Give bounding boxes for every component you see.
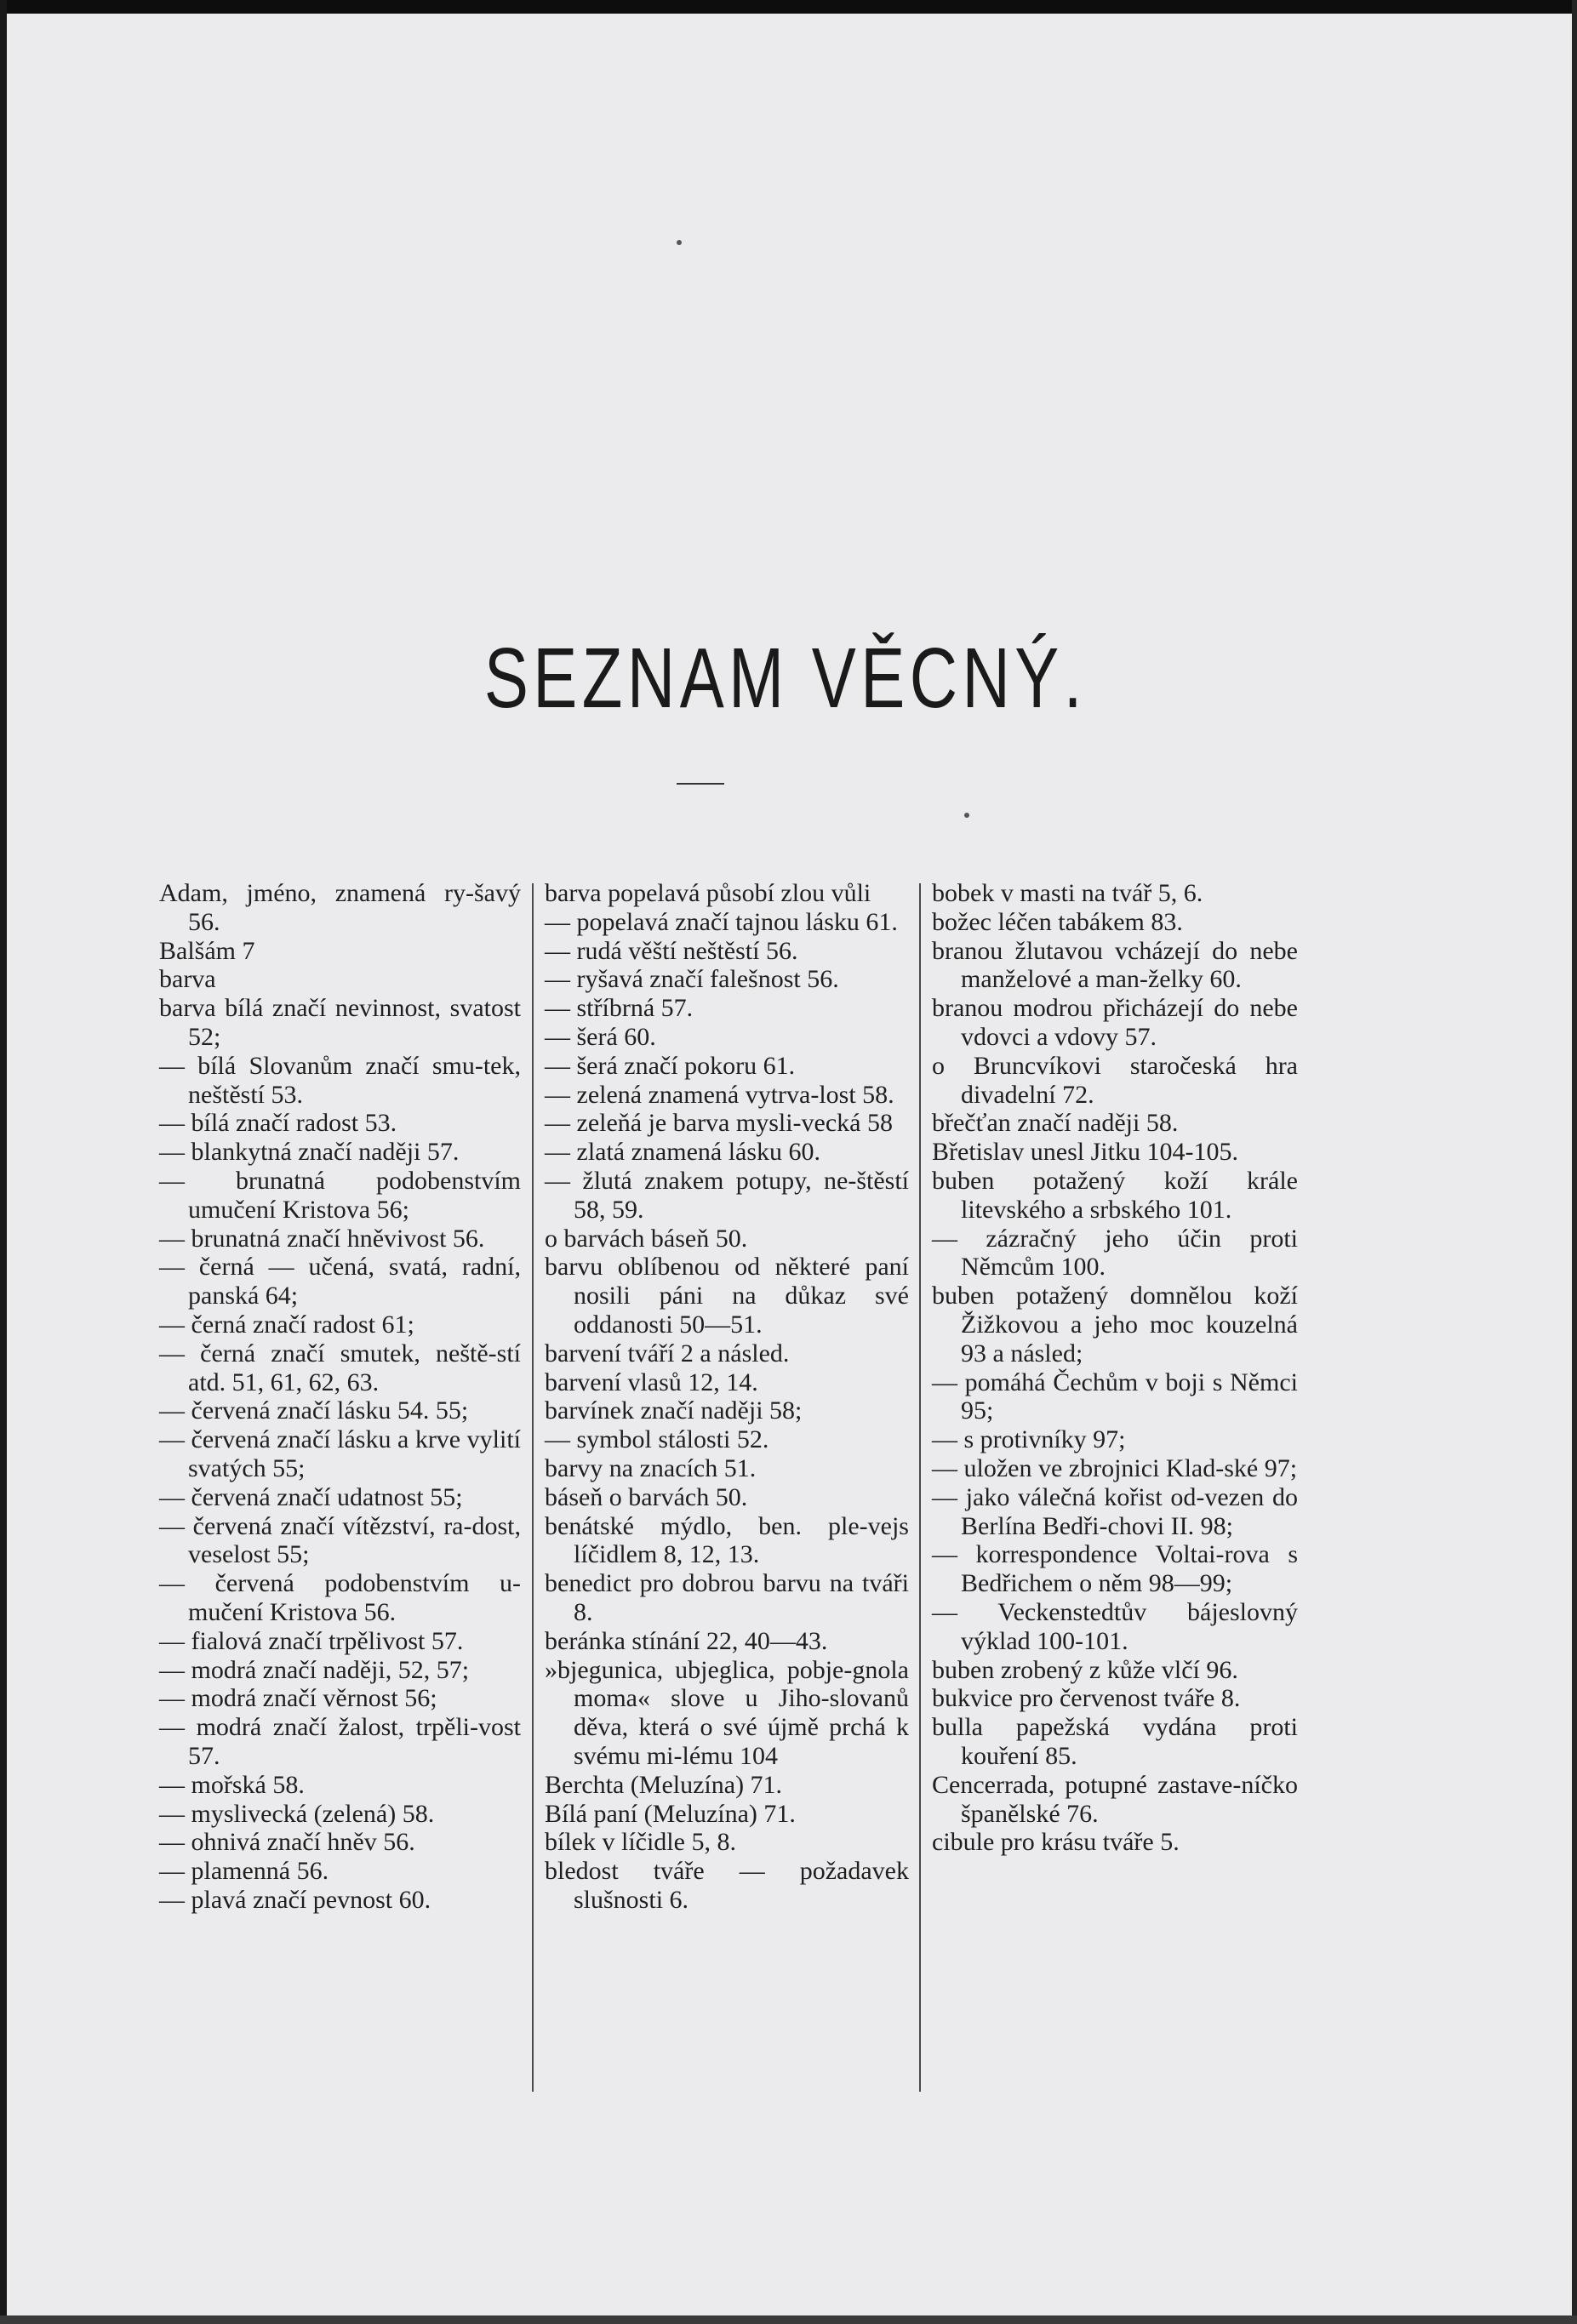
index-entry: bukvice pro červenost tváře 8. (932, 1684, 1241, 1713)
scan-edge-bottom (0, 2315, 1577, 2324)
index-entry: — šerá značí pokoru 61. (545, 1051, 796, 1080)
index-entry: Adam, jméno, znamená ry-šavý 56. (159, 879, 521, 936)
index-column-3 (932, 879, 1298, 1857)
index-entry: branou modrou přicházejí do nebe vdovci a vdovy 57. (932, 994, 1298, 1051)
index-entry: branou žlutavou vcházejí do nebe manželové a man-želky 60. (932, 936, 1298, 994)
index-entry: — žlutá znakem potupy, ne-štěstí 58, 59. (545, 1166, 909, 1224)
index-entry: bledost tváře — požadavek slušnosti 6. (545, 1857, 909, 1914)
index-entry: — modrá značí žalost, trpěli-vost 57. (159, 1713, 521, 1770)
index-entry: — ohnivá značí hněv 56. (159, 1828, 415, 1857)
index-entry: břečťan značí naději 58. (932, 1109, 1179, 1138)
index-entry: »bjegunica, ubjeglica, pobje-gnola moma« slove u Jiho-slovanů děva, která o své újmě prchá k svému mi-lému 104 (545, 1655, 909, 1770)
index-entry: — červená značí vítězství, ra-dost, veselost 55; (159, 1511, 521, 1569)
index-entry: — modrá značí naději, 52, 57; (159, 1655, 470, 1684)
index-entry: — Veckenstedtův bájeslovný výklad 100-101. (932, 1597, 1298, 1655)
index-entry: — bílá značí radost 53. (159, 1109, 397, 1138)
index-entry: — plavá značí pevnost 60. (159, 1885, 431, 1914)
index-entry: barvínek značí naději 58; (545, 1396, 803, 1425)
index-entry: barvení tváří 2 a násled. (545, 1339, 790, 1368)
index-entry: barva (159, 965, 216, 994)
index-entry: Bílá paní (Meluzína) 71. (545, 1799, 796, 1828)
index-entry: — červená značí lásku 54. 55; (159, 1396, 469, 1425)
index-entry: o barvách báseň 50. (545, 1224, 748, 1253)
index-entry: barva bílá značí nevinnost, svatost 52; (159, 994, 521, 1051)
index-entry: Břetislav unesl Jitku 104-105. (932, 1138, 1238, 1167)
index-entry: benátské mýdlo, ben. ple-vejs líčidlem 8, 12, 13. (545, 1511, 909, 1569)
index-entry: barva popelavá působí zlou vůli (545, 879, 871, 907)
index-entry: — šerá 60. (545, 1022, 656, 1051)
scan-edge-left (0, 0, 7, 2324)
index-entry: — ryšavá značí falešnost 56. (545, 965, 839, 994)
index-entry: — plamenná 56. (159, 1857, 329, 1886)
index-entry: barvení vlasů 12, 14. (545, 1368, 758, 1396)
title-rule (677, 783, 724, 785)
index-entry: Balšám 7 (159, 936, 255, 965)
index-entry: — zlatá znamená lásku 60. (545, 1138, 821, 1167)
index-entry: — brunatná značí hněvivost 56. (159, 1224, 485, 1253)
index-entry: — zelená znamená vytrva-lost 58. (545, 1080, 894, 1109)
index-entry: — uložen ve zbrojnici Klad-ské 97; (932, 1453, 1298, 1482)
index-entry: Berchta (Meluzína) 71. (545, 1770, 783, 1799)
index-entry: — černá značí smutek, neště-stí atd. 51, 61, 62, 63. (159, 1339, 521, 1396)
index-entry: — myslivecká (zelená) 58. (159, 1799, 435, 1828)
index-entry: buben potažený domnělou koží Žižkovou a jeho moc kouzelná 93 a násled; (932, 1282, 1298, 1368)
index-entry: — červená značí udatnost 55; (159, 1482, 463, 1511)
index-entry: benedict pro dobrou barvu na tváři 8. (545, 1569, 909, 1626)
index-entry: — stříbrná 57. (545, 994, 694, 1023)
index-entry: buben potažený koží krále litevského a srbského 101. (932, 1166, 1298, 1224)
index-entry: barvy na znacích 51. (545, 1453, 757, 1482)
index-entry: barvu oblíbenou od některé paní nosili páni na důkaz své oddanosti 50—51. (545, 1253, 909, 1339)
index-column-1 (159, 879, 521, 1915)
index-entry: bílek v líčidle 5, 8. (545, 1828, 736, 1857)
index-entry: — rudá věští neštěstí 56. (545, 936, 798, 965)
index-entry: — pomáhá Čechům v boji s Němci 95; (932, 1368, 1298, 1425)
index-entry: — červená značí lásku a krve vylití svatých 55; (159, 1425, 521, 1482)
column-divider (532, 883, 534, 2092)
index-entry: — brunatná podobenstvím umučení Kristova 56; (159, 1166, 521, 1224)
index-entry: — fialová značí trpělivost 57. (159, 1626, 464, 1655)
index-entry: — korrespondence Voltai-rova s Bedřichem o něm 98—99; (932, 1540, 1298, 1598)
index-entry: — mořská 58. (159, 1770, 305, 1799)
index-entry: — černá značí radost 61; (159, 1310, 414, 1339)
index-entry: — zeleňá je barva mysli-vecká 58 (545, 1109, 893, 1138)
column-divider (919, 883, 921, 2092)
index-entry: — s protivníky 97; (932, 1425, 1126, 1454)
page-title: SEZNAM VĚCNÝ. (483, 631, 1087, 726)
index-entry: bobek v masti na tvář 5, 6. (932, 879, 1203, 907)
index-entry: báseň o barvách 50. (545, 1482, 748, 1511)
index-entry: o Bruncvíkovi staročeská hra divadelní 72. (932, 1051, 1298, 1109)
scan-edge-right (1572, 0, 1577, 2324)
index-column-2 (545, 879, 909, 1915)
index-entry: — modrá značí věrnost 56; (159, 1684, 437, 1713)
index-entry: božec léčen tabákem 83. (932, 907, 1183, 936)
paper-speck (964, 813, 969, 818)
scan-edge-top (0, 0, 1577, 14)
index-entry: — popelavá značí tajnou lásku 61. (545, 907, 898, 936)
index-entry: — bílá Slovanům značí smu-tek, neštěstí 53. (159, 1051, 521, 1109)
index-entry: Cencerrada, potupné zastave-níčko španělské 76. (932, 1770, 1298, 1828)
index-entry: cibule pro krásu tváře 5. (932, 1828, 1180, 1857)
index-entry: buben zrobený z kůže vlčí 96. (932, 1655, 1238, 1684)
paper-speck (677, 240, 682, 245)
index-entry: — černá — učená, svatá, radní, panská 64; (159, 1253, 521, 1310)
index-entry: beránka stínání 22, 40—43. (545, 1626, 828, 1655)
index-entry: — červená podobenstvím u-mučení Kristova 56. (159, 1569, 521, 1626)
index-entry: — symbol stálosti 52. (545, 1425, 769, 1454)
index-entry: — jako válečná kořist od-vezen do Berlína Bedři-chovi II. 98; (932, 1482, 1298, 1540)
index-entry: — zázračný jeho účin proti Němcům 100. (932, 1224, 1298, 1282)
index-entry: — blankytná značí naději 57. (159, 1138, 460, 1167)
index-entry: bulla papežská vydána proti kouření 85. (932, 1713, 1298, 1770)
